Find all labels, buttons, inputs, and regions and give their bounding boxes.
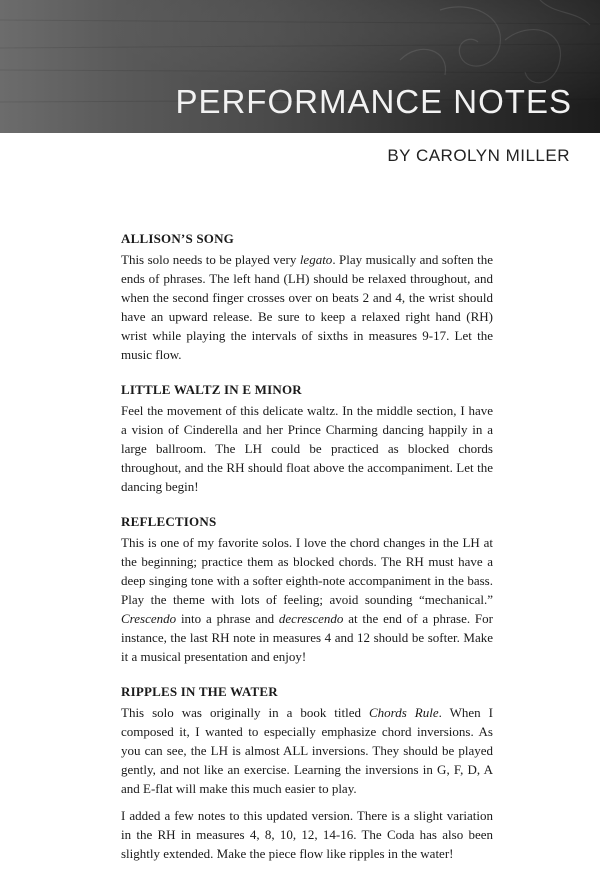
section [121,683,493,863]
text-run: Feel the movement of this delicate waltz. In the middle section, I have a vision of Cinderella and her Prince Charming dancing happily in a large ballroom. The LH could be practiced as blocked chords throughout, and the RH should float above the accompaniment. Let the dancing begin! [121,403,493,494]
text-run: This solo was originally in a book titled [121,705,370,720]
section-paragraph [121,806,493,863]
section [121,381,493,496]
text-run: at the end of a phrase. For instance, the last RH note in measures 4 and 12 should be softer. Make it a musical presentation and enjoy! [121,611,493,664]
section-heading: LITTLE WALTZ IN E MINOR [121,382,302,397]
header-banner [0,0,600,133]
page-title: PERFORMANCE NOTES [175,83,572,120]
text-run: This is one of my favorite solos. I love the chord changes in the LH at the beginning; practice them as blocked chords. The RH must have a deep singing tone with a softer eighth-note accompaniment in the bass. Play the theme with lots of feeling; avoid sounding “mechanical.” [121,535,493,607]
text-run: . Play musically and soften the ends of phrases. The left hand (LH) should be relaxed throughout, and when the second finger crosses over on beats 2 and 4, the wrist should have an upward release. Be sure to keep a relaxed right hand (RH) wrist while playing the intervals of sixths in measures 9-17. Let the music flow. [121,252,493,362]
section-heading: REFLECTIONS [121,514,217,529]
section-paragraph [121,533,493,666]
section [121,513,493,666]
text-run: This solo needs to be played very [121,252,300,267]
italic-term: Crescendo [121,611,177,626]
text-run: . When I composed it, I wanted to especially emphasize chord inversions. As you can see, the LH is almost ALL inversions. They should be played gently, and not like an exercise. Learning the inversions in G, F, D, A and E-flat will make this much easier to play. [121,705,493,796]
section-heading: ALLISON’S SONG [121,231,234,246]
text-run: into a phrase and [176,611,279,626]
italic-term: decrescendo [278,611,344,626]
section [121,230,493,364]
section-heading: RIPPLES IN THE WATER [121,684,278,699]
section-paragraph [121,250,493,364]
section-paragraph [121,703,493,798]
italic-term: legato [299,252,333,267]
text-run: I added a few notes to this updated version. There is a slight variation in the RH in measures 4, 8, 10, 12, 14-16. The Coda has also been slightly extended. Make the piece flow like ripples in the water! [121,808,493,861]
performance-notes-body [121,230,493,880]
italic-term: Chords Rule [369,705,439,720]
section-paragraph [121,401,493,496]
author-byline: BY CAROLYN MILLER [387,146,570,165]
